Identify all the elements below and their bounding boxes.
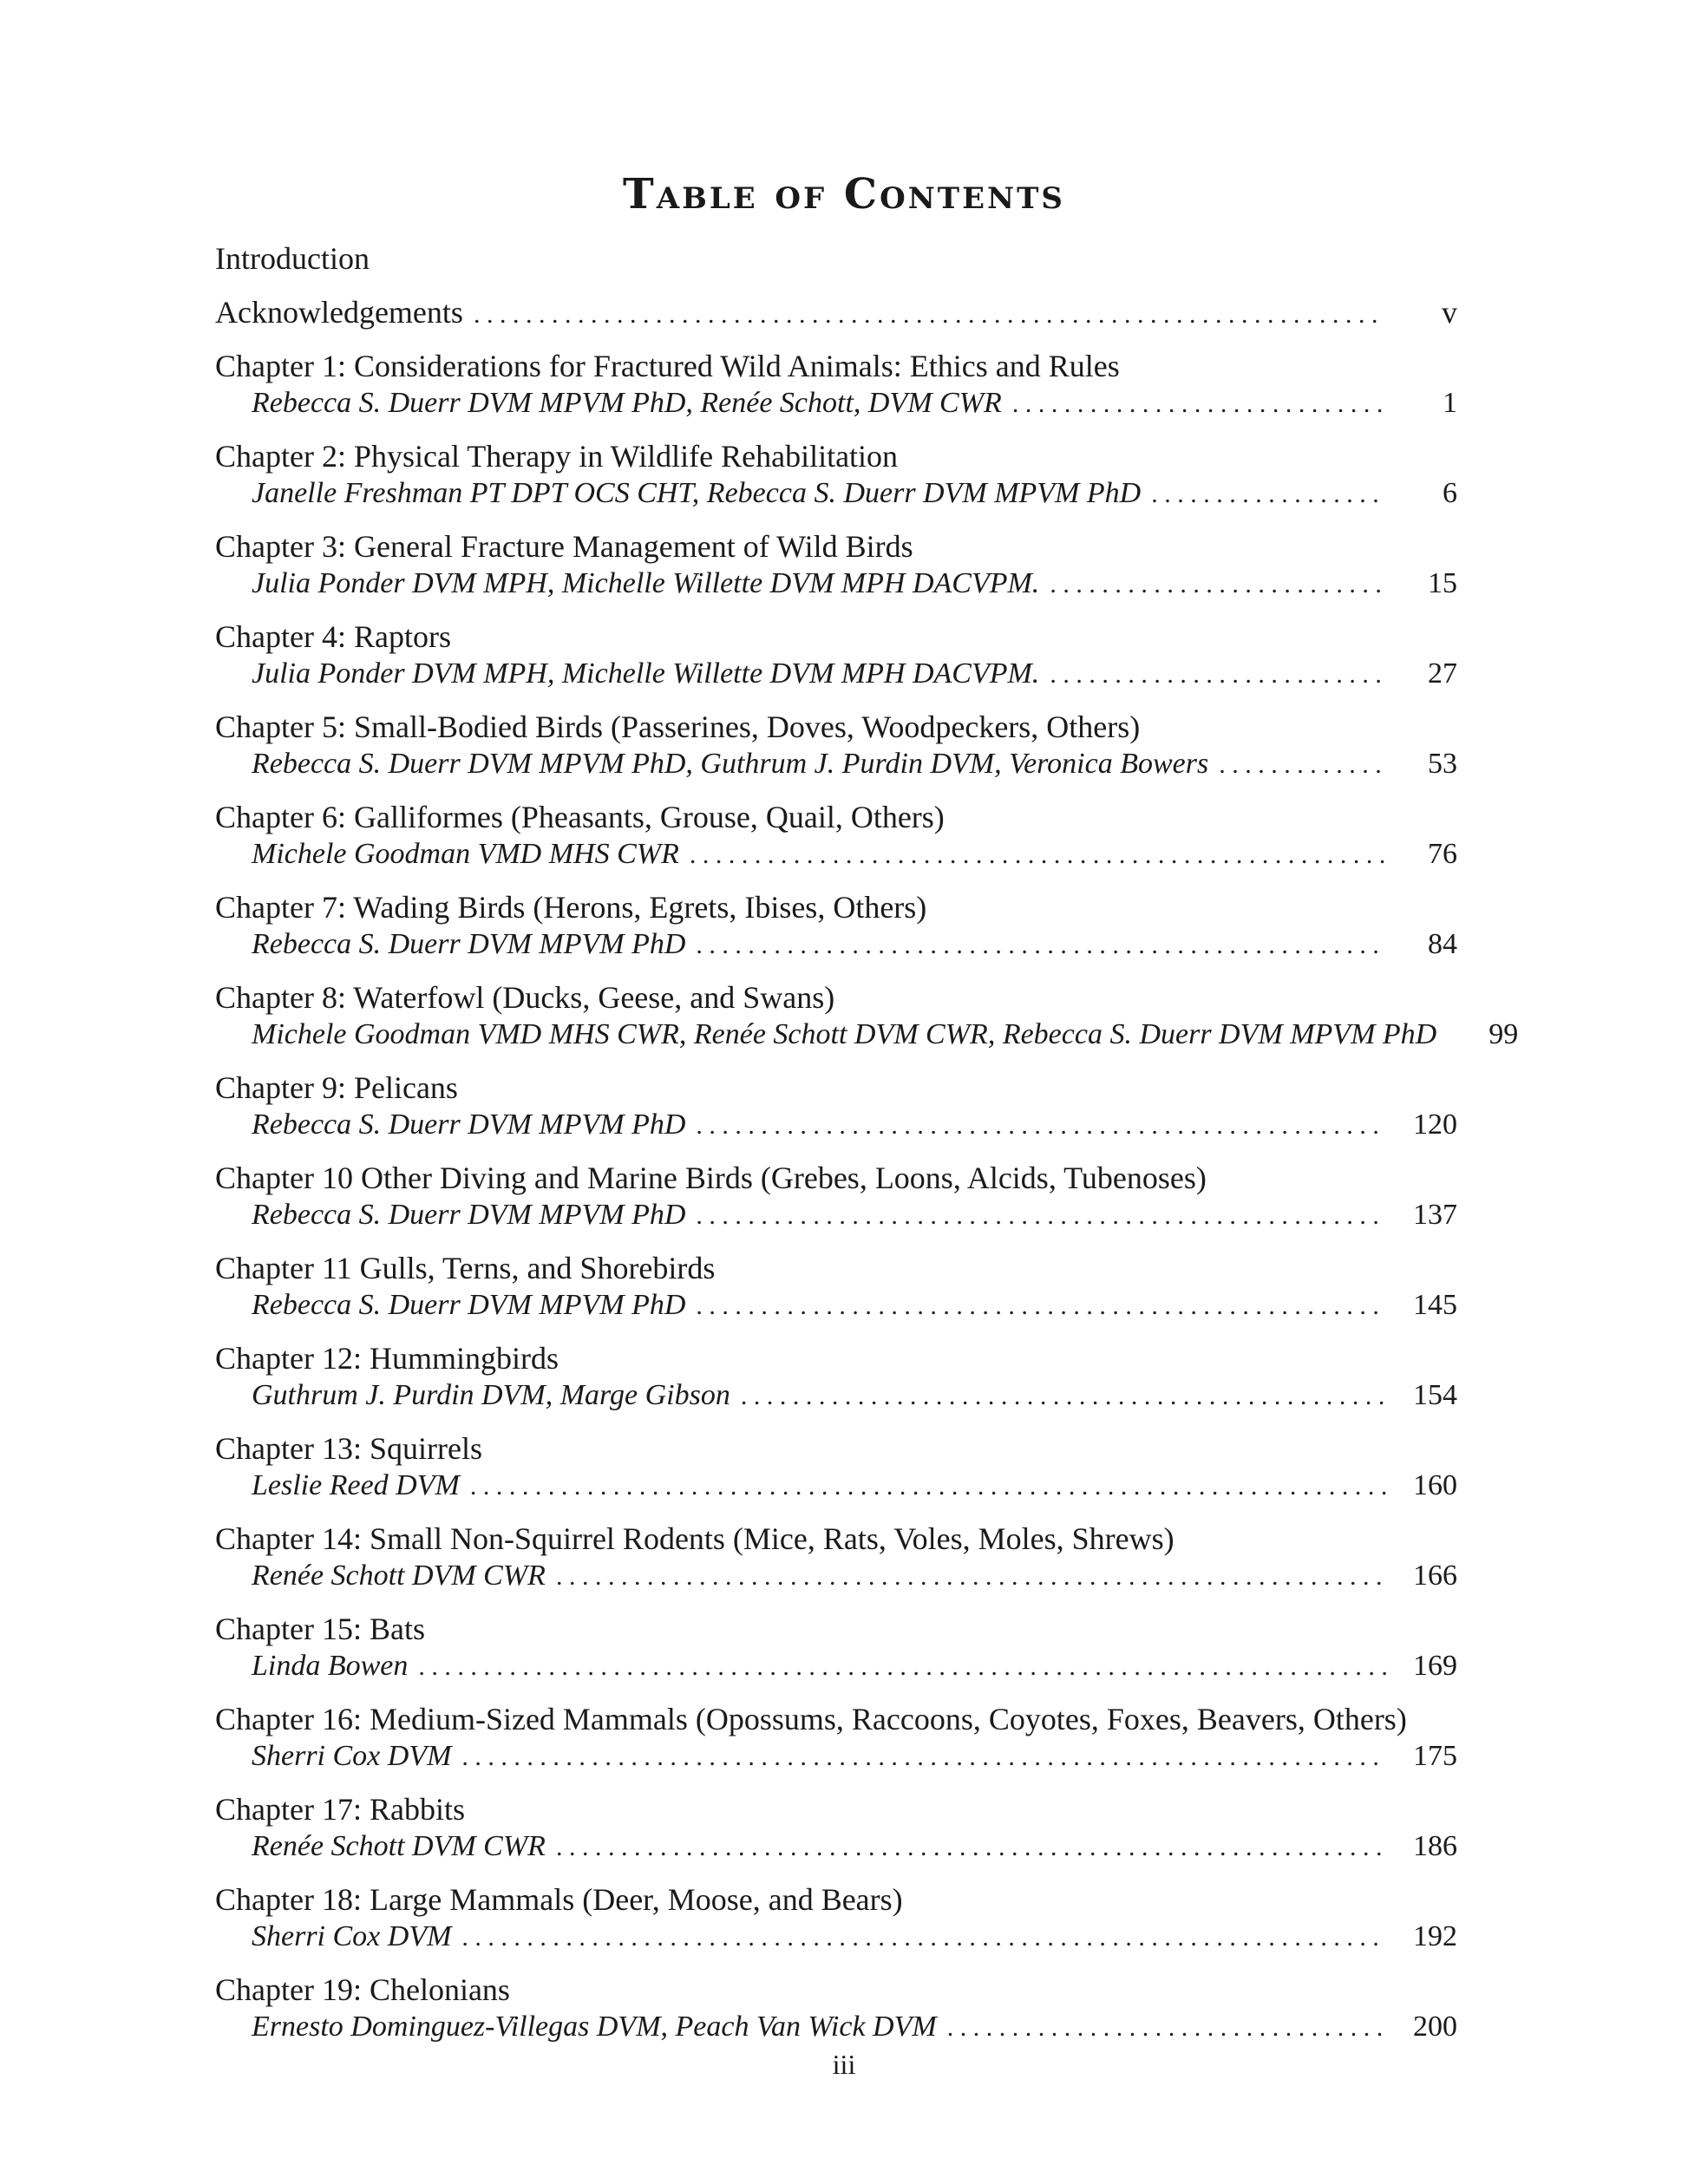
- dot-leader: [1151, 476, 1386, 513]
- chapter-authors: Janelle Freshman PT DPT OCS CHT, Rebecca S. Duerr DVM MPVM PhD: [252, 477, 1142, 509]
- dot-leader: [690, 837, 1386, 873]
- page-number: 76: [1428, 838, 1457, 870]
- toc-entry-chapter-2[interactable]: [215, 432, 1457, 522]
- page-number: 166: [1413, 1560, 1457, 1592]
- toc-entry-chapter-6[interactable]: [215, 793, 1457, 883]
- toc-entry-chapter-17[interactable]: [215, 1785, 1457, 1875]
- dot-leader: [696, 1288, 1386, 1324]
- page-number: 154: [1413, 1379, 1457, 1411]
- chapter-title: Chapter 10 Other Diving and Marine Birds (Grebes, Loons, Alcids, Tubenoses): [215, 1161, 1207, 1195]
- chapter-authors: Rebecca S. Duerr DVM MPVM PhD: [252, 1108, 686, 1141]
- chapter-authors: Sherri Cox DVM: [252, 1740, 452, 1772]
- chapter-authors: Renée Schott DVM CWR: [252, 1560, 546, 1592]
- toc-entry-introduction[interactable]: [215, 234, 1457, 288]
- entry-label: Introduction: [215, 241, 370, 276]
- page-number: 15: [1428, 567, 1457, 599]
- page-number: 145: [1413, 1289, 1457, 1321]
- chapter-authors: Rebecca S. Duerr DVM MPVM PhD: [252, 1289, 686, 1321]
- page-number: 84: [1428, 928, 1457, 960]
- chapter-authors: Rebecca S. Duerr DVM MPVM PhD: [252, 928, 686, 960]
- dot-leader: [418, 1649, 1386, 1685]
- dot-leader: [556, 1829, 1386, 1866]
- table-of-contents: [215, 234, 1519, 2056]
- page-title: Table of Contents: [623, 170, 1065, 219]
- page-number: 27: [1428, 657, 1457, 690]
- page-number: 6: [1443, 477, 1457, 509]
- chapter-title: Chapter 19: Chelonians: [215, 1972, 510, 2007]
- chapter-title: Chapter 11 Gulls, Terns, and Shorebirds: [215, 1251, 716, 1285]
- chapter-authors: Renée Schott DVM CWR: [252, 1830, 546, 1862]
- page-number: v: [1442, 295, 1457, 330]
- page-number: 137: [1413, 1199, 1457, 1231]
- chapter-authors: Rebecca S. Duerr DVM MPVM PhD, Guthrum J. Purdin DVM, Veronica Bowers: [252, 748, 1209, 780]
- dot-leader: [461, 1739, 1386, 1775]
- chapter-authors: Julia Ponder DVM MPH, Michelle Willette DVM MPH DACVPM.: [252, 567, 1040, 599]
- chapter-title: Chapter 13: Squirrels: [215, 1431, 482, 1466]
- chapter-title: Chapter 8: Waterfowl (Ducks, Geese, and Swans): [215, 980, 835, 1015]
- toc-entry-chapter-16[interactable]: [215, 1695, 1457, 1785]
- chapter-authors: Michele Goodman VMD MHS CWR, Renée Schott DVM CWR, Rebecca S. Duerr DVM MPVM PhD: [252, 1018, 1437, 1050]
- dot-leader: [461, 1919, 1386, 1956]
- chapter-authors: Julia Ponder DVM MPH, Michelle Willette DVM MPH DACVPM.: [252, 657, 1040, 690]
- chapter-title: Chapter 15: Bats: [215, 1612, 425, 1646]
- chapter-title: Chapter 17: Rabbits: [215, 1792, 465, 1827]
- chapter-authors: Rebecca S. Duerr DVM MPVM PhD: [252, 1199, 686, 1231]
- dot-leader: [696, 927, 1386, 964]
- toc-entry-acknowledgements[interactable]: [215, 288, 1457, 342]
- chapter-title: Chapter 1: Considerations for Fractured Wild Animals: Ethics and Rules: [215, 349, 1120, 383]
- toc-entry-chapter-14[interactable]: [215, 1514, 1457, 1605]
- page-number: 175: [1413, 1740, 1457, 1772]
- page-number: 99: [1488, 1018, 1519, 1050]
- chapter-authors: Michele Goodman VMD MHS CWR: [252, 838, 679, 870]
- dot-leader: [1050, 566, 1386, 603]
- page-number: 120: [1413, 1108, 1457, 1141]
- chapter-authors: Rebecca S. Duerr DVM MPVM PhD, Renée Schott, DVM CWR: [252, 387, 1002, 419]
- dot-leader: [741, 1378, 1386, 1415]
- chapter-authors: Sherri Cox DVM: [252, 1920, 452, 1952]
- toc-entry-chapter-12[interactable]: [215, 1334, 1457, 1424]
- chapter-title: Chapter 9: Pelicans: [215, 1070, 458, 1105]
- chapter-authors: Guthrum J. Purdin DVM, Marge Gibson: [252, 1379, 730, 1411]
- toc-entry-chapter-7[interactable]: [215, 883, 1457, 973]
- dot-leader: [947, 2010, 1386, 2046]
- page-number: 192: [1413, 1920, 1457, 1952]
- dot-leader: [474, 296, 1386, 334]
- page-number: 160: [1413, 1469, 1457, 1501]
- toc-entry-chapter-4[interactable]: [215, 612, 1457, 703]
- toc-entry-chapter-5[interactable]: [215, 703, 1457, 793]
- page-number: 186: [1413, 1830, 1457, 1862]
- chapter-title: Chapter 4: Raptors: [215, 619, 451, 654]
- chapter-authors: Ernesto Dominguez-Villegas DVM, Peach Van Wick DVM: [252, 2011, 937, 2043]
- page-number: 1: [1443, 387, 1457, 419]
- chapter-authors: Linda Bowen: [252, 1650, 409, 1682]
- chapter-title: Chapter 14: Small Non-Squirrel Rodents (Mice, Rats, Voles, Moles, Shrews): [215, 1521, 1174, 1556]
- dot-leader: [1050, 657, 1386, 693]
- page-number: 53: [1428, 748, 1457, 780]
- dot-leader: [1219, 747, 1386, 783]
- toc-entry-chapter-10[interactable]: [215, 1154, 1457, 1244]
- toc-entry-chapter-19[interactable]: [215, 1965, 1457, 2056]
- toc-entry-chapter-3[interactable]: [215, 522, 1457, 612]
- dot-leader: [556, 1559, 1386, 1595]
- page-number: 200: [1413, 2011, 1457, 2043]
- toc-entry-chapter-18[interactable]: [215, 1875, 1457, 1965]
- chapter-authors: Leslie Reed DVM: [252, 1469, 460, 1501]
- chapter-title: Chapter 6: Galliformes (Pheasants, Grouse, Quail, Others): [215, 800, 945, 834]
- page-number: 169: [1413, 1650, 1457, 1682]
- entry-label: Acknowledgements: [215, 295, 463, 330]
- toc-entry-chapter-1[interactable]: [215, 342, 1457, 432]
- dot-leader: [470, 1468, 1386, 1505]
- toc-entry-chapter-9[interactable]: [215, 1063, 1457, 1154]
- chapter-title: Chapter 2: Physical Therapy in Wildlife Rehabilitation: [215, 439, 899, 474]
- chapter-list: [215, 342, 1519, 2056]
- chapter-title: Chapter 16: Medium-Sized Mammals (Opossums, Raccoons, Coyotes, Foxes, Beavers, Others): [215, 1702, 1407, 1736]
- toc-entry-chapter-11[interactable]: [215, 1244, 1457, 1334]
- chapter-title: Chapter 18: Large Mammals (Deer, Moose, and Bears): [215, 1882, 903, 1917]
- dot-leader: [696, 1108, 1386, 1144]
- page-folio: iii: [832, 2049, 856, 2080]
- toc-entry-chapter-15[interactable]: [215, 1605, 1457, 1695]
- chapter-title: Chapter 12: Hummingbirds: [215, 1341, 559, 1376]
- toc-entry-chapter-13[interactable]: [215, 1424, 1457, 1514]
- dot-leader: [1012, 386, 1386, 422]
- dot-leader: [696, 1198, 1386, 1234]
- toc-entry-chapter-8[interactable]: [215, 973, 1519, 1063]
- chapter-title: Chapter 3: General Fracture Management of Wild Birds: [215, 529, 913, 564]
- chapter-title: Chapter 5: Small-Bodied Birds (Passerines, Doves, Woodpeckers, Others): [215, 709, 1141, 744]
- chapter-title: Chapter 7: Wading Birds (Herons, Egrets, Ibises, Others): [215, 890, 927, 925]
